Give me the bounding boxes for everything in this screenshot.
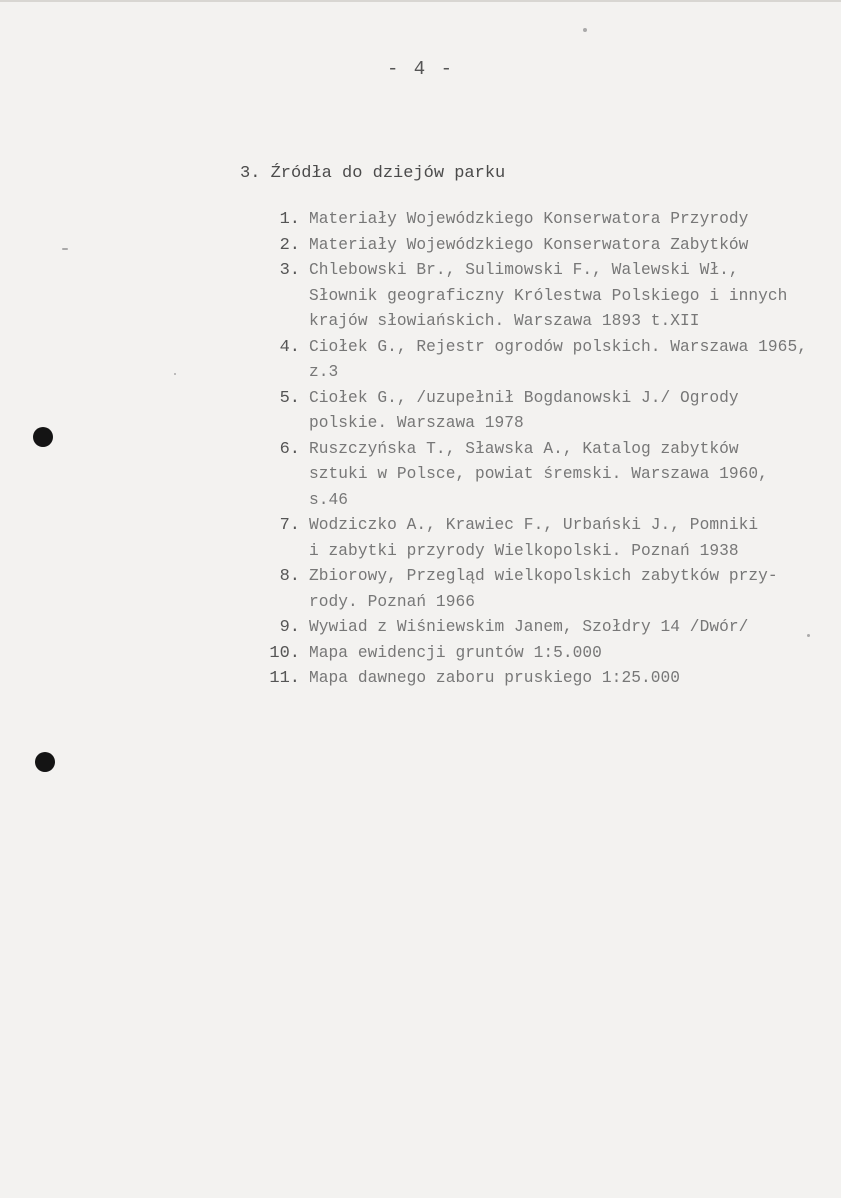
item-line: z.3 (309, 363, 339, 381)
item-line: Ciołek G., Rejestr ogrodów polskich. Warszawa 1965, (309, 337, 807, 356)
item-number: 3. (279, 261, 300, 280)
list-item (256, 258, 836, 335)
item-line: Wywiad z Wiśniewskim Janem, Szołdry 14 /Dwór/ (309, 618, 749, 636)
paper-speck (62, 248, 68, 250)
list-item (256, 437, 836, 514)
page-number: - 4 - (386, 58, 454, 80)
item-number: 6. (279, 439, 300, 459)
item-number: 5. (279, 388, 300, 408)
item-line: i zabytki przyrody Wielkopolski. Poznań 1938 (309, 541, 739, 560)
item-number: 7. (279, 516, 300, 535)
punch-hole-top (33, 427, 53, 447)
paper-speck (174, 373, 176, 375)
list-item (256, 207, 836, 233)
item-line: Słownik geograficzny Królestwa Polskiego i innych (309, 286, 788, 305)
list-item (256, 386, 836, 437)
list-item (256, 564, 836, 615)
section-title: 3. Źródła do dziejów parku (240, 164, 506, 183)
item-line: s.46 (309, 490, 349, 509)
item-line: Wodziczko A., Krawiec F., Urbański J., Pomniki (309, 516, 759, 534)
item-number: 10. (269, 643, 300, 663)
item-line: Zbiorowy, Przegląd wielkopolskich zabytków przy- (309, 567, 778, 585)
paper-speck (807, 634, 810, 637)
list-item (256, 233, 836, 259)
item-line: sztuki w Polsce, powiat śremski. Warszawa 1960, (309, 465, 768, 483)
punch-hole-bottom (35, 752, 55, 772)
item-number: 4. (279, 337, 300, 357)
list-item (256, 666, 836, 692)
paper-speck (583, 28, 587, 32)
item-number: 11. (269, 669, 300, 688)
sources-list (256, 207, 836, 692)
item-line: polskie. Warszawa 1978 (309, 414, 524, 432)
item-number: 8. (279, 567, 300, 586)
item-line: Materiały Wojewódzkiego Konserwatora Zabytków (309, 235, 749, 254)
page-top-edge (0, 0, 841, 2)
item-line: Materiały Wojewódzkiego Konserwatora Przyrody (309, 210, 749, 228)
list-item (256, 615, 836, 641)
item-line: krajów słowiańskich. Warszawa 1893 t.XII (309, 312, 700, 330)
list-item (256, 513, 836, 564)
item-number: 1. (279, 210, 300, 229)
item-line: Ciołek G., /uzupełnił Bogdanowski J./ Ogrody (309, 388, 739, 407)
item-line: rody. Poznań 1966 (309, 592, 475, 611)
item-number: 2. (279, 235, 300, 255)
item-line: Mapa dawnego zaboru pruskiego 1:25.000 (309, 669, 681, 687)
item-line: Mapa ewidencji gruntów 1:5.000 (309, 643, 602, 662)
item-line: Ruszczyńska T., Sławska A., Katalog zabytków (309, 439, 739, 458)
list-item (256, 335, 836, 386)
item-number: 9. (279, 618, 300, 637)
list-item (256, 641, 836, 667)
item-line: Chlebowski Br., Sulimowski F., Walewski Wł., (309, 261, 739, 279)
